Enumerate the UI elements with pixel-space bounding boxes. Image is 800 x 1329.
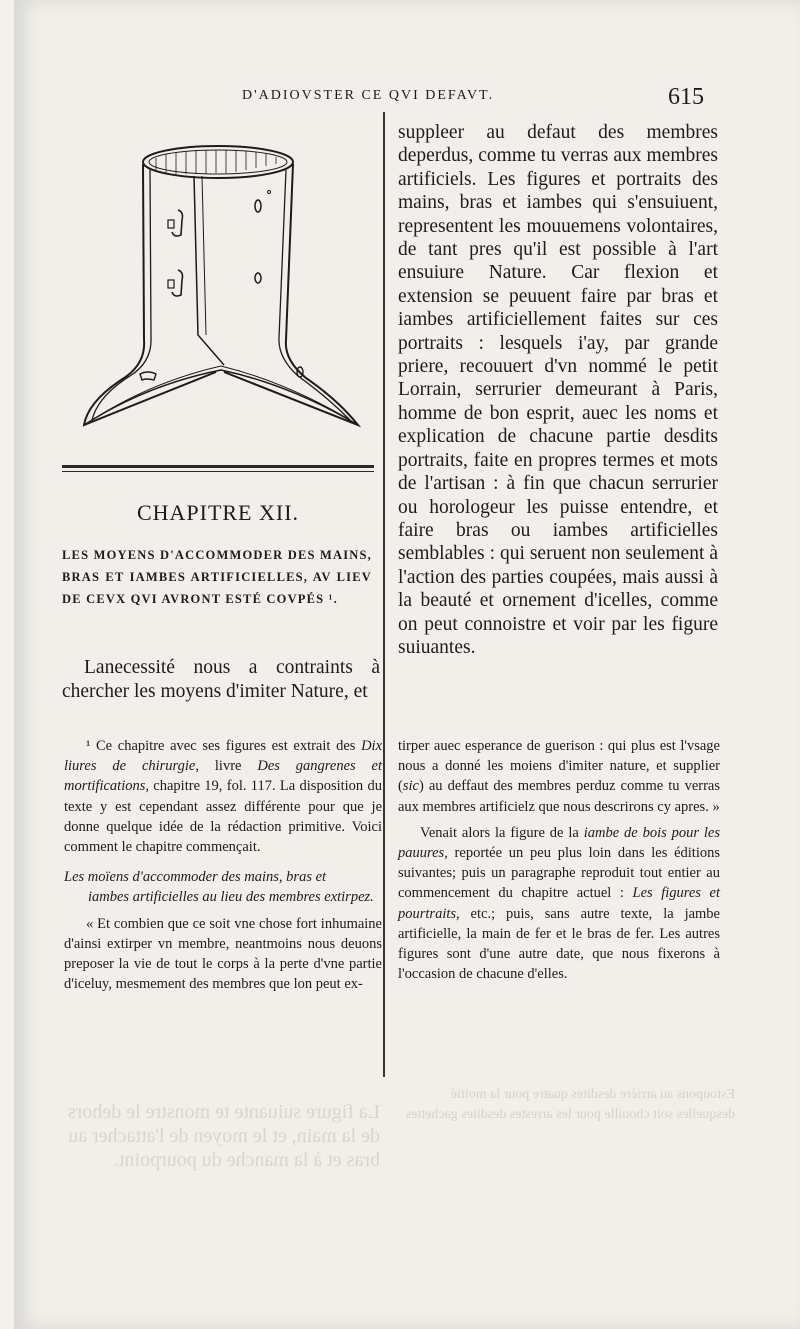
figure-rule-thick xyxy=(62,465,374,468)
note-text: ) au deffaut des membres perduz comme tu verras aux membres artificielz que nous descrirons cy apres. » xyxy=(398,778,720,815)
chapter-subtitle: LES MOYENS D'ACCOMMODER DES MAINS, BRAS ET IAMBES ARTIFICIELLES, AV LIEV DE CEVX QVI AVRONT ESTÉ COVPÉS ¹. xyxy=(62,548,372,606)
note-text: Venait alors la figure de la xyxy=(420,824,584,841)
note-book-subtitle: Des gangrenes et mortifications xyxy=(64,758,382,795)
chapter-title: CHAPITRE XII. xyxy=(136,500,300,525)
column-divider xyxy=(383,112,385,1077)
running-head: D'ADIOVSTER CE QVI DEFAVT. xyxy=(242,88,495,103)
note-text: , reportée un peu plus loin dans les éditions suivantes; puis un paragraphe reproduit tout entier au commencement du chapitre actuel : xyxy=(398,845,720,902)
show-through-text-b: Estoupons au arrière desdites quatre pour la moitié desquelles soit chouille pour les arrestes desdites gachettes xyxy=(405,1087,735,1122)
footnote-right-column xyxy=(398,736,720,984)
show-through-text-a: La figure suiuante te monstre le dehors de la main, et le moyen de l'attacher au bras et à la manche du pourpoint. xyxy=(67,1101,380,1171)
note-text: ¹ Ce chapitre avec ses figures est extrait des xyxy=(86,738,362,754)
quoted-text: « Et combien que ce soit vne chose fort inhumaine d'ainsi extirper vn membre, neantmoins nous deuons preposer la vie de tout le corps à la perte d'vne partie d'iceluy, mesmement des membres que lon peut ex- xyxy=(64,915,382,993)
note-italic-title: Les figures et pourtraits xyxy=(398,885,720,922)
note-text: , etc.; puis, sans autre texte, la jambe artificielle, la main de fer et le bras de fer. Les autres figures sont d'une autre date, que nous fixerons à l'occasion de chacune d'elles. xyxy=(398,905,720,983)
note-book-title: Dix liures de chirurgie xyxy=(64,738,382,775)
note-text: tirper auec esperance de guerison : qui plus est l'vsage nous a donné les moiens d'imiter nature, et supplier ( xyxy=(398,738,720,795)
page-number: 615 xyxy=(668,84,704,110)
footnote-1 xyxy=(64,736,382,857)
note-sic: sic xyxy=(402,778,419,795)
note-text: , chapitre 19, fol. 117. La disposition du texte y est cependant assez différente pour que je donne quelque idée de la rédaction primitive. Voici comment le chapitre commençait. xyxy=(64,778,382,856)
quoted-heading xyxy=(64,867,382,907)
quoted-heading-line-2: iambes artificielles au lieu des membres extirpez. xyxy=(88,889,374,906)
footnote-continuation xyxy=(398,736,720,817)
main-text-right-column: suppleer au defaut des membres deperdus, comme tu verras aux membres artificiels. Les figures et portraits des mains, bras et iambes qui s'ensuiuent, representent les mouuemens volontaires, de tant pres qu'il est possible à l'art ensuiure Nature. Car flexion et extension se peuuent faire par bras et iambes artificiellement faites sur ces portraits : lesquels i'ay, par grande priere, recouuert d'vn nommé le petit Lorrain, serrurier demeurant à Paris, homme de bon esprit, auec les noms et explication de chacune partie desdits portraits, faite en propres termes et mots de l'artisan : à fin que chacun serrurier ou horologeur les puisse entendre, et faire bras ou iambes artificielles semblables : qui seruent non seulement à l'action des parties coupées, mais aussi à la beauté et ornement d'icelles, comme on peut connoistre et voir par les figure suiuantes. xyxy=(398,122,718,658)
note-text: , livre xyxy=(195,758,258,775)
note-italic-title: iambe de bois pour les pauures xyxy=(398,824,721,862)
quoted-heading-line-1: Les moïens d'accommoder des mains, bras et xyxy=(64,869,327,886)
chapter-intro-text: Lanecessité nous a contraints à chercher les moyens d'imiter Nature, et xyxy=(62,657,380,702)
footnote-left-column xyxy=(64,736,382,994)
footnote-paragraph-2 xyxy=(398,823,720,985)
artificial-leg-figure xyxy=(76,140,372,440)
figure-rule-thin xyxy=(62,471,374,472)
